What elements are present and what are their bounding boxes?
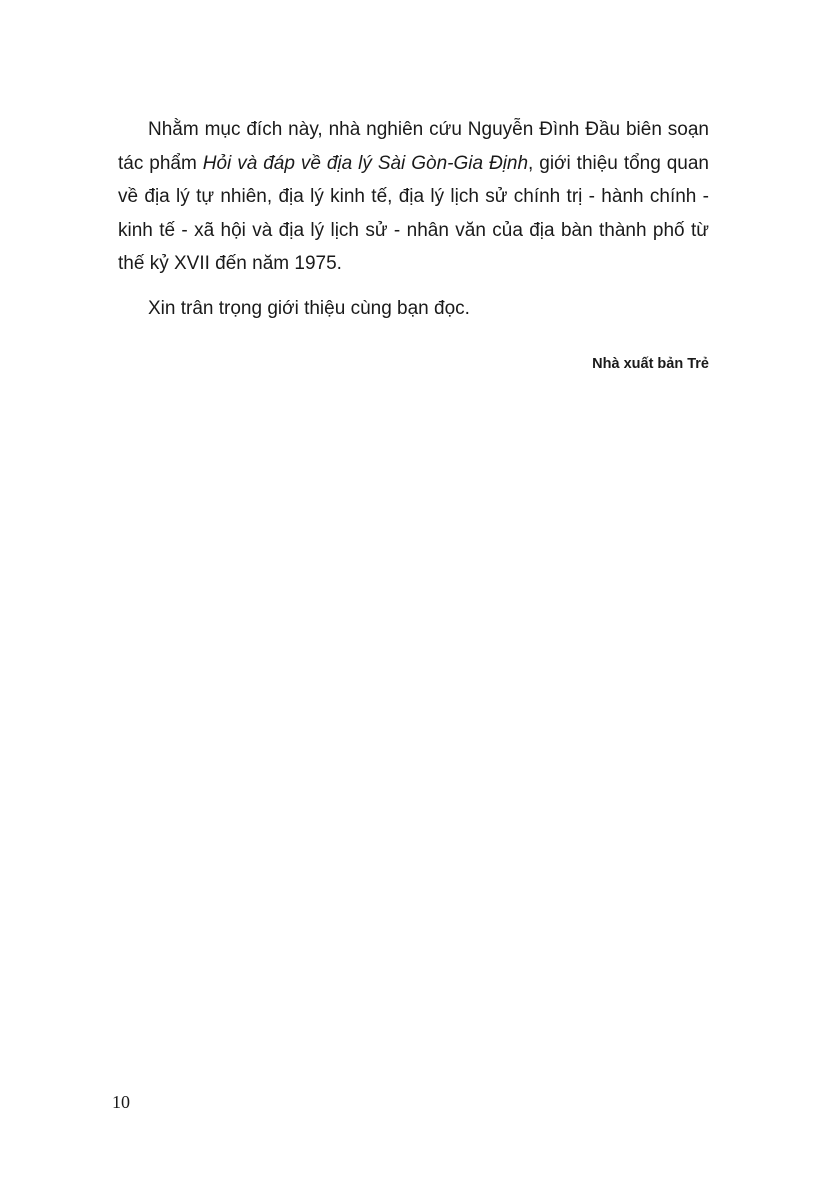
publisher-signature: Nhà xuất bản Trẻ <box>592 356 709 372</box>
paragraph-intro-rest: , giới thiệu tổng quan về địa lý tự nhiên, địa lý kinh tế, địa lý lịch sử chính trị - hành chính - kinh tế - xã hội và địa lý lịch sử - nhân văn của địa bàn thành phố từ thế kỷ XVII đến năm 1975. <box>118 152 710 274</box>
paragraph-intro-lead: Nhằm mục đích này, nhà nghiên cứu Nguyễn Đình Đầu biên soạn tác phẩm <box>118 119 709 174</box>
book-title: Hỏi và đáp về địa lý Sài Gòn-Gia Định <box>202 152 529 174</box>
paragraph-intro <box>118 113 709 281</box>
page-number: 10 <box>112 1092 130 1112</box>
paragraph-closing: Xin trân trọng giới thiệu cùng bạn đọc. <box>148 297 470 319</box>
body-text <box>118 113 709 325</box>
